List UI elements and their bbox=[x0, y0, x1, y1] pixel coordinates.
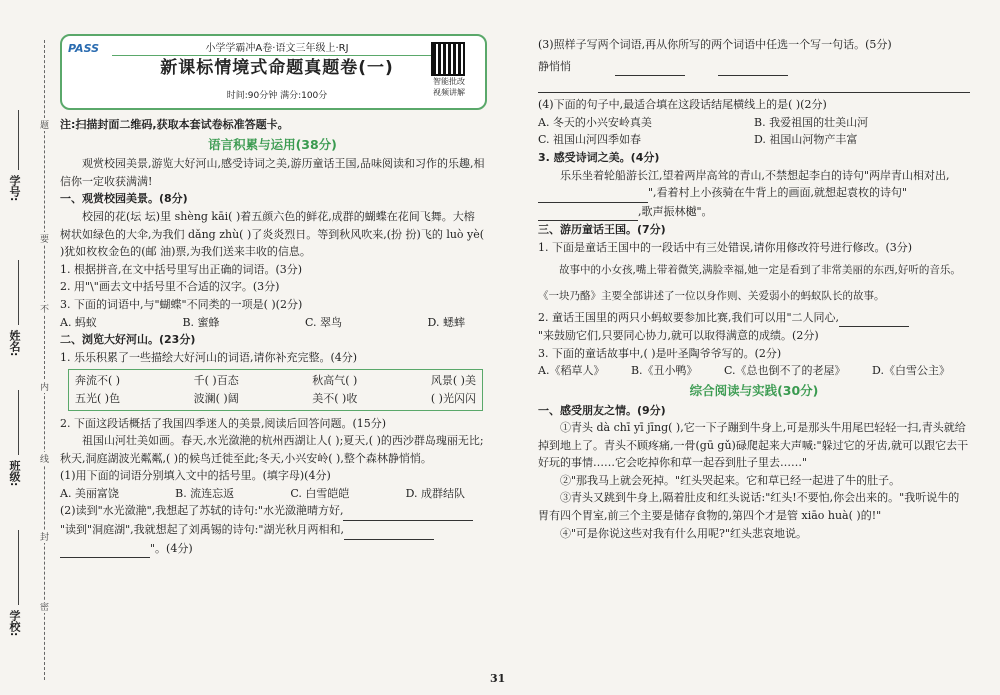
answer-options bbox=[538, 362, 970, 380]
seal-line bbox=[44, 40, 45, 680]
question: 3. 下面的童话故事中,( )是叶圣陶爷爷写的。(2分) bbox=[538, 346, 782, 360]
series-title: 小学学霸冲A卷·语文三年级上·RJ bbox=[205, 43, 349, 54]
reading-paragraph: ①青头 dà chī yī jīng( ),它一下子蹦到牛身上,可是那头牛用尾巴轻轻一扫,青头就给掉到地上了。青头不顾疼痛,一骨(gū gǔ)碌爬起来大声喊:"躲过它的牙齿,就可以跟它去干好玩的事情……它会吃掉你和草一起吞到肚子里去……" bbox=[538, 421, 969, 470]
question: (2)读到"水光潋滟",我想起了苏轼的诗句:"水光潋滟晴方好, bbox=[60, 502, 485, 521]
idiom-blank[interactable]: 风景( )美 bbox=[430, 374, 476, 388]
reading-paragraph: ②"那我马上就会死掉。"红头哭起来。它和草已经一起进了牛的肚子。 bbox=[560, 473, 901, 487]
qr-caption: 智能批改 视频讲解 bbox=[433, 77, 465, 97]
idiom-blank[interactable]: 美不( )收 bbox=[312, 391, 358, 405]
option[interactable]: C. 白雪皑皑 bbox=[290, 486, 350, 500]
question-heading: 一、观赏校园美景。(8分) bbox=[60, 192, 188, 206]
idiom-blank[interactable]: 奔流不( ) bbox=[75, 374, 121, 388]
answer-options bbox=[60, 485, 485, 503]
qr-code-icon[interactable] bbox=[431, 42, 465, 76]
brand-logo: PASS bbox=[68, 42, 100, 55]
section-heading: 综合阅读与实践(30分) bbox=[689, 382, 819, 398]
question-heading: 一、感受朋友之情。(9分) bbox=[538, 403, 666, 417]
question: 3. 下面的词语中,与"蝴蝶"不同类的一项是( )(2分) bbox=[60, 297, 303, 311]
answer-blank[interactable] bbox=[538, 184, 648, 203]
binding-margin bbox=[0, 0, 55, 695]
option[interactable]: A.《稻草人》 bbox=[538, 364, 605, 378]
answer-options bbox=[538, 114, 970, 149]
word-box bbox=[68, 369, 483, 410]
option[interactable]: A. 美丽富饶 bbox=[60, 486, 119, 500]
question: 1. 下面是童话王国中的一段话中有三处错误,请你用修改符号进行修改。(3分) bbox=[538, 240, 913, 254]
seal-mark: 内 bbox=[40, 380, 49, 393]
option[interactable]: C. 翠鸟 bbox=[305, 315, 343, 329]
story-passage: 故事中的小女孩,嘴上带着微笑,满脸幸福,她一定是看到了非常美丽的东西,好听的音乐。《一块乃酪》主要全部讲述了一位以身作则、关爱弱小的蚂蚁队长的故事。 bbox=[538, 263, 961, 302]
school-line[interactable] bbox=[18, 530, 19, 605]
example-row bbox=[538, 58, 970, 77]
seal-mark: 线 bbox=[40, 452, 49, 465]
question: "来鼓励它们,只要同心协力,就可以取得满意的成绩。(2分) bbox=[538, 329, 819, 343]
question-heading: 三、游历童话王国。(7分) bbox=[538, 223, 666, 237]
reading-paragraph: ④"可是你说这些对我有什么用呢?"红头悲哀地说。 bbox=[560, 526, 808, 540]
question: 1. 乐乐积累了一些描绘大好河山的词语,请你补充完整。(4分) bbox=[60, 350, 358, 364]
student-id-label: 学号: bbox=[8, 175, 21, 202]
example-word: 静悄悄 bbox=[538, 59, 571, 73]
passage: 祖国山河壮美如画。春天,水光潋滟的杭州西湖让人( );夏天,( )的西沙群岛瑰丽无比;秋天,洞庭湖波光粼粼,( )的候鸟迁徙至此;冬天,小兴安岭( ),整个森林静悄悄。 bbox=[60, 434, 484, 465]
exam-title: 新课标情境式命题真题卷(一) bbox=[160, 58, 394, 78]
option[interactable]: D. 成群结队 bbox=[405, 486, 465, 500]
question: 2. 童话王国里的两只小蚂蚁要参加比赛,我们可以用"二人同心, bbox=[538, 309, 970, 328]
idiom-blank[interactable]: 秋高气( ) bbox=[312, 374, 358, 388]
intro-text: 观赏校园美景,游览大好河山,感受诗词之美,游历童话王国,品味阅读和习作的乐趣,相信你一定收获满满! bbox=[60, 157, 485, 188]
class-label: 班级: bbox=[8, 460, 21, 487]
class-line[interactable] bbox=[18, 390, 19, 455]
passage: 乐乐坐着轮船游长江,望着两岸高耸的青山,不禁想起李白的诗句"两岸青山相对出, ",看着村上小孩骑在牛背上的画面,就想起袁枚的诗句" ,歌声振林樾"。 bbox=[538, 167, 970, 222]
option[interactable]: B.《丑小鸭》 bbox=[630, 364, 698, 378]
answer-blank[interactable] bbox=[839, 309, 909, 328]
question-heading: 二、浏览大好河山。(23分) bbox=[60, 333, 196, 347]
idiom-blank[interactable]: 五光( )色 bbox=[75, 391, 121, 405]
seal-mark: 密 bbox=[40, 600, 49, 613]
answer-blank[interactable] bbox=[538, 203, 638, 222]
passage: 校园的花(坛 坛)里 shèng kāi( )着五颜六色的鲜花,成群的蝴蝶在花间飞舞。大榕树状如绿色的大伞,为我们 dǎng zhù( )了炎炎烈日。等到秋风吹来,(扮 扮)飞的 luò yè( )犹如枚枚金色的(邮 油)票,为我们送来丰收的信息。 bbox=[60, 209, 485, 259]
question: "。(4分) bbox=[60, 540, 485, 559]
right-column bbox=[538, 36, 970, 542]
answer-blank[interactable] bbox=[343, 502, 473, 521]
question-heading: 3. 感受诗词之美。(4分) bbox=[538, 150, 660, 164]
option[interactable]: D.《白雪公主》 bbox=[872, 364, 950, 378]
option[interactable]: C.《总也倒不了的老屋》 bbox=[724, 364, 846, 378]
question: 1. 根据拼音,在文中括号里写出正确的词语。(3分) bbox=[60, 262, 303, 276]
question: 2. 下面这段话概括了我国四季迷人的美景,阅读后回答问题。(15分) bbox=[60, 416, 387, 430]
option[interactable]: A. 蚂蚁 bbox=[60, 315, 97, 329]
question: 2. 用"\"画去文中括号里不合适的汉字。(3分) bbox=[60, 280, 280, 294]
word-row bbox=[75, 372, 476, 390]
name-label: 姓名: bbox=[8, 330, 21, 357]
option[interactable]: C. 祖国山河四季如春 bbox=[538, 133, 642, 147]
option[interactable]: A. 冬天的小兴安岭真美 bbox=[538, 115, 652, 129]
option[interactable]: B. 流连忘返 bbox=[175, 486, 235, 500]
question: (4)下面的句子中,最适合填在这段话结尾横线上的是( )(2分) bbox=[538, 98, 827, 112]
school-label: 学校: bbox=[8, 610, 21, 637]
option[interactable]: D. 蟋蟀 bbox=[427, 315, 465, 329]
idiom-blank[interactable]: 波澜( )阔 bbox=[193, 391, 239, 405]
question: (1)用下面的词语分别填入文中的括号里。(填字母)(4分) bbox=[60, 469, 331, 483]
idiom-blank[interactable]: ( )光闪闪 bbox=[430, 391, 476, 405]
header-divider bbox=[112, 55, 442, 56]
idiom-blank[interactable]: 千( )百态 bbox=[193, 374, 239, 388]
seal-mark: 封 bbox=[40, 530, 49, 543]
word-row bbox=[75, 390, 476, 408]
page-number: 31 bbox=[490, 672, 506, 685]
exam-meta: 时间:90分钟 满分:100分 bbox=[226, 91, 328, 101]
student-id-line[interactable] bbox=[18, 110, 19, 170]
answer-blank[interactable] bbox=[60, 540, 150, 559]
answer-blank[interactable] bbox=[344, 521, 434, 540]
name-line[interactable] bbox=[18, 260, 19, 325]
answer-blank[interactable] bbox=[615, 58, 685, 77]
option[interactable]: B. 蜜蜂 bbox=[182, 315, 220, 329]
answer-blank[interactable] bbox=[718, 58, 788, 77]
scan-note: 注:扫描封面二维码,获取本套试卷标准答题卡。 bbox=[60, 118, 289, 131]
question: (3)照样子写两个词语,再从你所写的两个词语中任选一个写一句话。(5分) bbox=[538, 38, 892, 51]
seal-mark: 题 bbox=[40, 118, 49, 131]
option[interactable]: D. 祖国山河物产丰富 bbox=[754, 133, 858, 147]
section-heading: 语言积累与运用(38分) bbox=[208, 136, 337, 152]
reading-paragraph: ③青头又跳到牛身上,隔着肚皮和红头说话:"红头!不要怕,你会出来的。"我听说牛的胃有四个胃室,前三个主要是储存食物的,第四个才是管 xiāo huà( )的!" bbox=[538, 491, 960, 523]
answer-options bbox=[60, 314, 485, 332]
left-column bbox=[60, 34, 485, 558]
exam-header bbox=[60, 34, 487, 110]
seal-mark: 要 bbox=[40, 232, 49, 245]
question: "读到"洞庭湖",我就想起了刘禹锡的诗句:"湖光秋月两相和, bbox=[60, 521, 485, 540]
sentence-line[interactable] bbox=[538, 78, 970, 93]
option[interactable]: B. 我爱祖国的壮美山河 bbox=[754, 115, 869, 129]
seal-mark: 不 bbox=[40, 302, 49, 315]
